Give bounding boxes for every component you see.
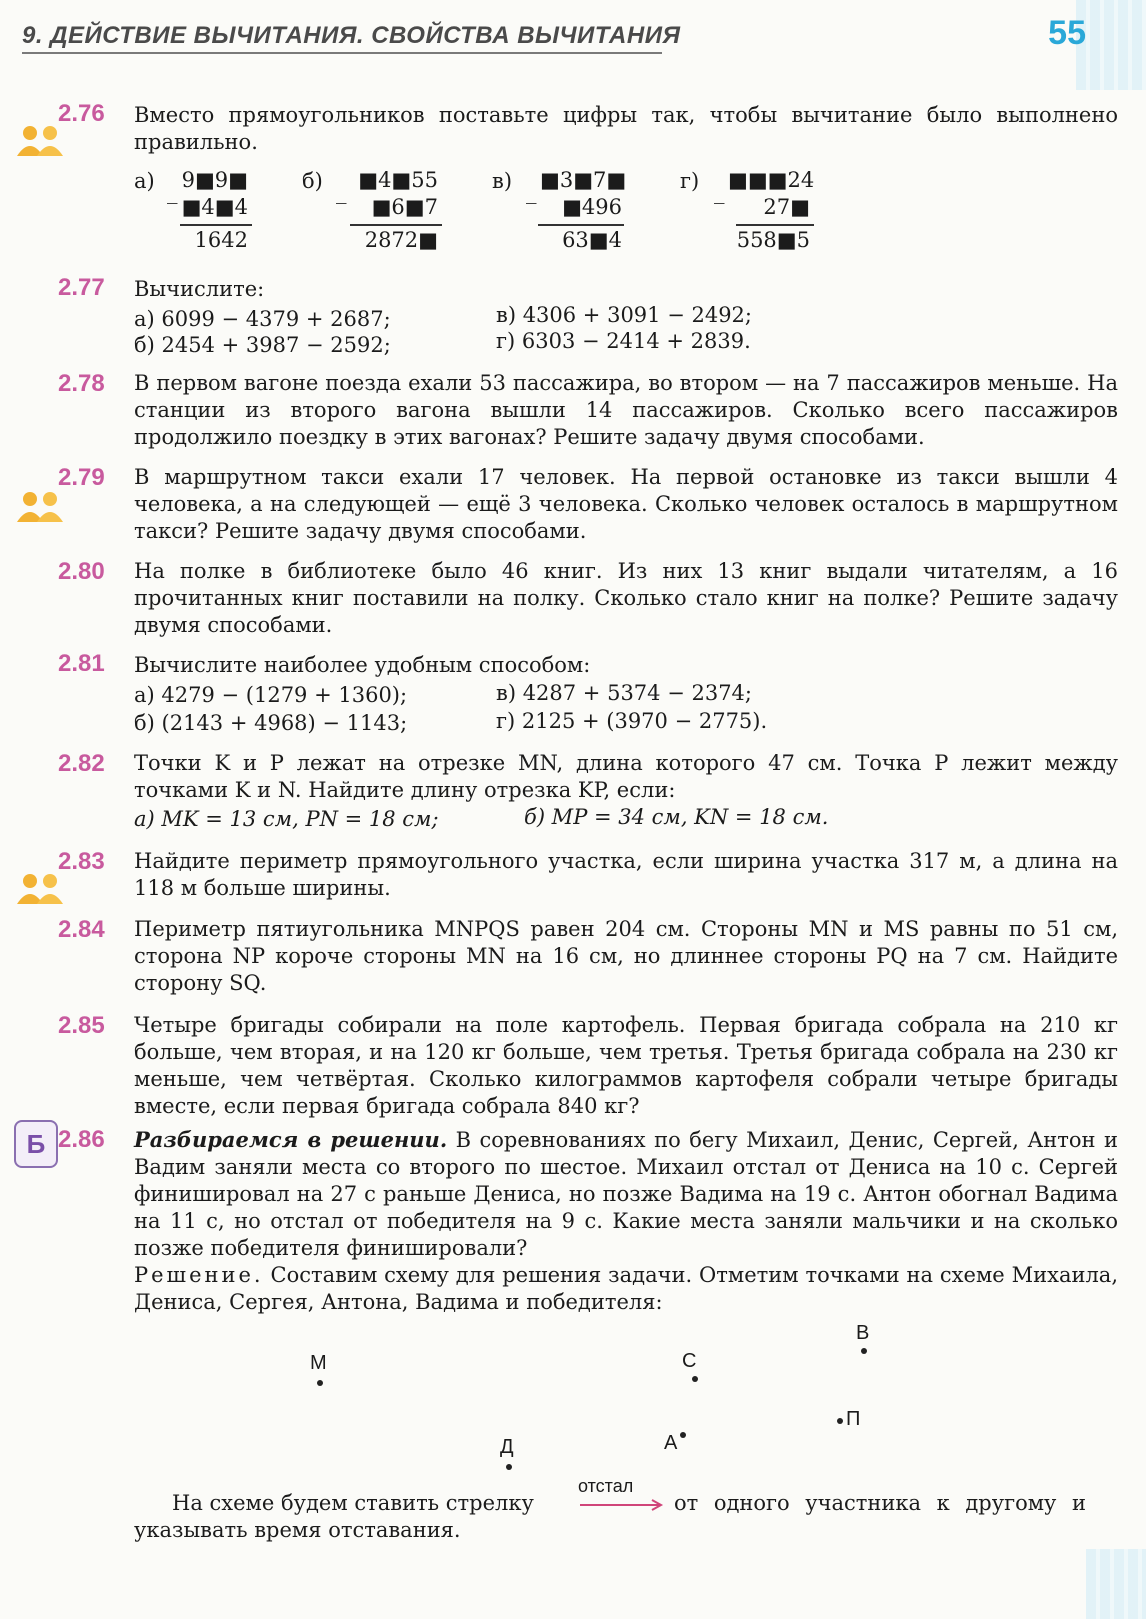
difference: 2872■ bbox=[364, 228, 438, 252]
subtrahend: ■6■7 bbox=[371, 195, 438, 219]
difference: 558■5 bbox=[736, 228, 810, 252]
minuend: ■3■7■ bbox=[540, 168, 627, 192]
subtrahend: ■4■4 bbox=[181, 195, 248, 219]
problem-number: 2.80 bbox=[58, 558, 105, 585]
sum-line bbox=[350, 224, 442, 226]
problem-text: Вычислите: bbox=[134, 277, 265, 301]
point-label-a: А bbox=[664, 1432, 678, 1454]
footer-text-end: от одного участника к другому и указывать время отставания. bbox=[134, 1491, 1086, 1542]
minuend: ■■■24 bbox=[728, 168, 815, 192]
difference: 63■4 bbox=[562, 228, 622, 252]
problem-text bbox=[134, 1126, 1118, 1262]
arrow-label: отстал bbox=[578, 1476, 634, 1496]
problem-number: 2.77 bbox=[58, 274, 105, 301]
point-v bbox=[861, 1348, 867, 1354]
column-label: г) bbox=[680, 169, 700, 193]
column-label: б) bbox=[302, 169, 323, 193]
expression-v: в) 4287 + 5374 − 2374; bbox=[496, 681, 752, 705]
point-label-m: М bbox=[310, 1352, 327, 1374]
section-title: 9. ДЕЙСТВИЕ ВЫЧИТАНИЯ. СВОЙСТВА ВЫЧИТАНИЯ bbox=[22, 22, 681, 49]
expression-v: в) 4306 + 3091 − 2492; bbox=[496, 303, 752, 327]
point-label-p: П bbox=[846, 1408, 861, 1430]
condition-b: б) MP = 34 см, KN = 18 см. bbox=[524, 805, 829, 829]
minuend: 9■9■ bbox=[181, 168, 248, 192]
problem-number: 2.82 bbox=[58, 750, 105, 777]
problem-number: 2.84 bbox=[58, 916, 105, 943]
problem-text: На полке в библиотеке было 46 книг. Из них 13 книг выдали читателям, а 16 прочитанных книг поставили на полку. Сколько стало книг на полке? Решите задачу двумя способами. bbox=[134, 559, 1118, 637]
sum-line bbox=[736, 224, 814, 226]
expression-b: б) (2143 + 4968) − 1143; bbox=[134, 711, 408, 735]
corner-decoration-bottom bbox=[1086, 1549, 1146, 1619]
page-number: 55 bbox=[1048, 14, 1086, 52]
point-p bbox=[837, 1418, 843, 1424]
sum-line bbox=[180, 224, 252, 226]
problem-text: Периметр пятиугольника MNPQS равен 204 см. Стороны MN и MS равны по 51 см, сторона NP короче стороны MN на 16 см, но длиннее стороны PQ на 7 см. Найдите сторону SQ. bbox=[134, 917, 1118, 995]
point-label-d: Д bbox=[500, 1436, 514, 1458]
problem-text: В маршрутном такси ехали 17 человек. На первой остановке из такси вышли 4 человека, а на следующей — ещё 3 человека. Сколько человек осталось в маршрутном такси? Решите задачу двумя способами. bbox=[134, 465, 1118, 543]
problem-number: 2.83 bbox=[58, 848, 105, 875]
minuend: ■4■55 bbox=[358, 168, 438, 192]
minus-sign: _ bbox=[167, 180, 178, 204]
expression-b: б) 2454 + 3987 − 2592; bbox=[134, 333, 391, 357]
minus-sign: _ bbox=[526, 180, 537, 204]
point-label-v: В bbox=[856, 1322, 870, 1344]
problem-body: В соревнованиях по бегу Михаил, Денис, Сергей, Антон и Вадим заняли места со второго по шестое. Михаил отстал от Дениса на 10 с. Сергей финишировал на 27 с раньше Дениса, но позже Вадима на 19 с. Антон обогнал Вадима на 11 с, но отстал от победителя на 9 с. Какие места заняли мальчики и на сколько позже победителя финишировали? bbox=[134, 1128, 1118, 1260]
problem-text: Вместо прямоугольников поставьте цифры так, чтобы вычитание было выполнено правильно. bbox=[134, 103, 1118, 154]
header-divider bbox=[22, 52, 662, 54]
problem-number: 2.81 bbox=[58, 650, 105, 677]
problem-number: 2.78 bbox=[58, 370, 105, 397]
problem-lead: Разбираемся в решении. bbox=[134, 1127, 448, 1152]
point-s bbox=[692, 1376, 698, 1382]
point-label-s: С bbox=[682, 1350, 697, 1372]
problem-text: Найдите периметр прямоугольного участка, если ширина участка 317 м, а длина на 118 м больше ширины. bbox=[134, 849, 1118, 900]
pair-work-icon bbox=[14, 488, 66, 524]
condition-a: а) MK = 13 см, PN = 18 см; bbox=[134, 807, 439, 831]
solution-word: Решение. bbox=[134, 1263, 264, 1287]
b-badge-icon: Б bbox=[14, 1120, 58, 1168]
sum-line bbox=[538, 224, 624, 226]
expression-g: г) 6303 − 2414 + 2839. bbox=[496, 329, 751, 353]
point-d bbox=[506, 1464, 512, 1470]
column-label: в) bbox=[492, 169, 513, 193]
problem-text: Точки K и P лежат на отрезке MN, длина которого 47 см. Точка P лежит между точками K и N. Найдите длину отрезка KP, если: bbox=[134, 751, 1118, 802]
problem-text: Вычислите наиболее удобным способом: bbox=[134, 653, 591, 677]
problem-number: 2.76 bbox=[58, 100, 105, 127]
expression-a: а) 6099 − 4379 + 2687; bbox=[134, 307, 391, 331]
problem-text: Четыре бригады собирали на поле картофель. Первая бригада собрала на 210 кг больше, чем вторая, и на 120 кг больше, чем третья. Третья бригада собрала на 230 кг меньше, чем четвёртая. Сколько килограммов картофеля собрали четыре бригады вместе, если первая бригада собрала 840 кг? bbox=[134, 1013, 1118, 1118]
minus-sign: _ bbox=[336, 180, 347, 204]
minus-sign: _ bbox=[714, 180, 725, 204]
problem-number: 2.86 bbox=[58, 1126, 105, 1153]
point-a bbox=[680, 1432, 686, 1438]
subtrahend: 27■ bbox=[763, 195, 810, 219]
expression-g: г) 2125 + (3970 − 2775). bbox=[496, 709, 768, 733]
subtrahend: ■496 bbox=[562, 195, 622, 219]
point-m bbox=[317, 1380, 323, 1386]
difference: 1642 bbox=[194, 228, 248, 252]
solution-text bbox=[134, 1262, 1118, 1316]
problem-number: 2.85 bbox=[58, 1012, 105, 1039]
solution-body: Составим схему для решения задачи. Отметим точками на схеме Михаила, Дениса, Сергея, Антона, Вадима и победителя: bbox=[134, 1263, 1118, 1314]
problem-number: 2.79 bbox=[58, 464, 105, 491]
column-label: а) bbox=[134, 169, 155, 193]
problem-text: В первом вагоне поезда ехали 53 пассажира, во втором — на 7 пассажиров меньше. На станции из второго вагона вышли 14 пассажиров. Сколько всего пассажиров продолжило поездку в этих вагонах? Решите задачу двумя способами. bbox=[134, 371, 1118, 449]
footer-text-start: На схеме будем ставить стрелку bbox=[172, 1491, 534, 1515]
corner-decoration bbox=[1076, 0, 1146, 90]
expression-a: а) 4279 − (1279 + 1360); bbox=[134, 683, 408, 707]
